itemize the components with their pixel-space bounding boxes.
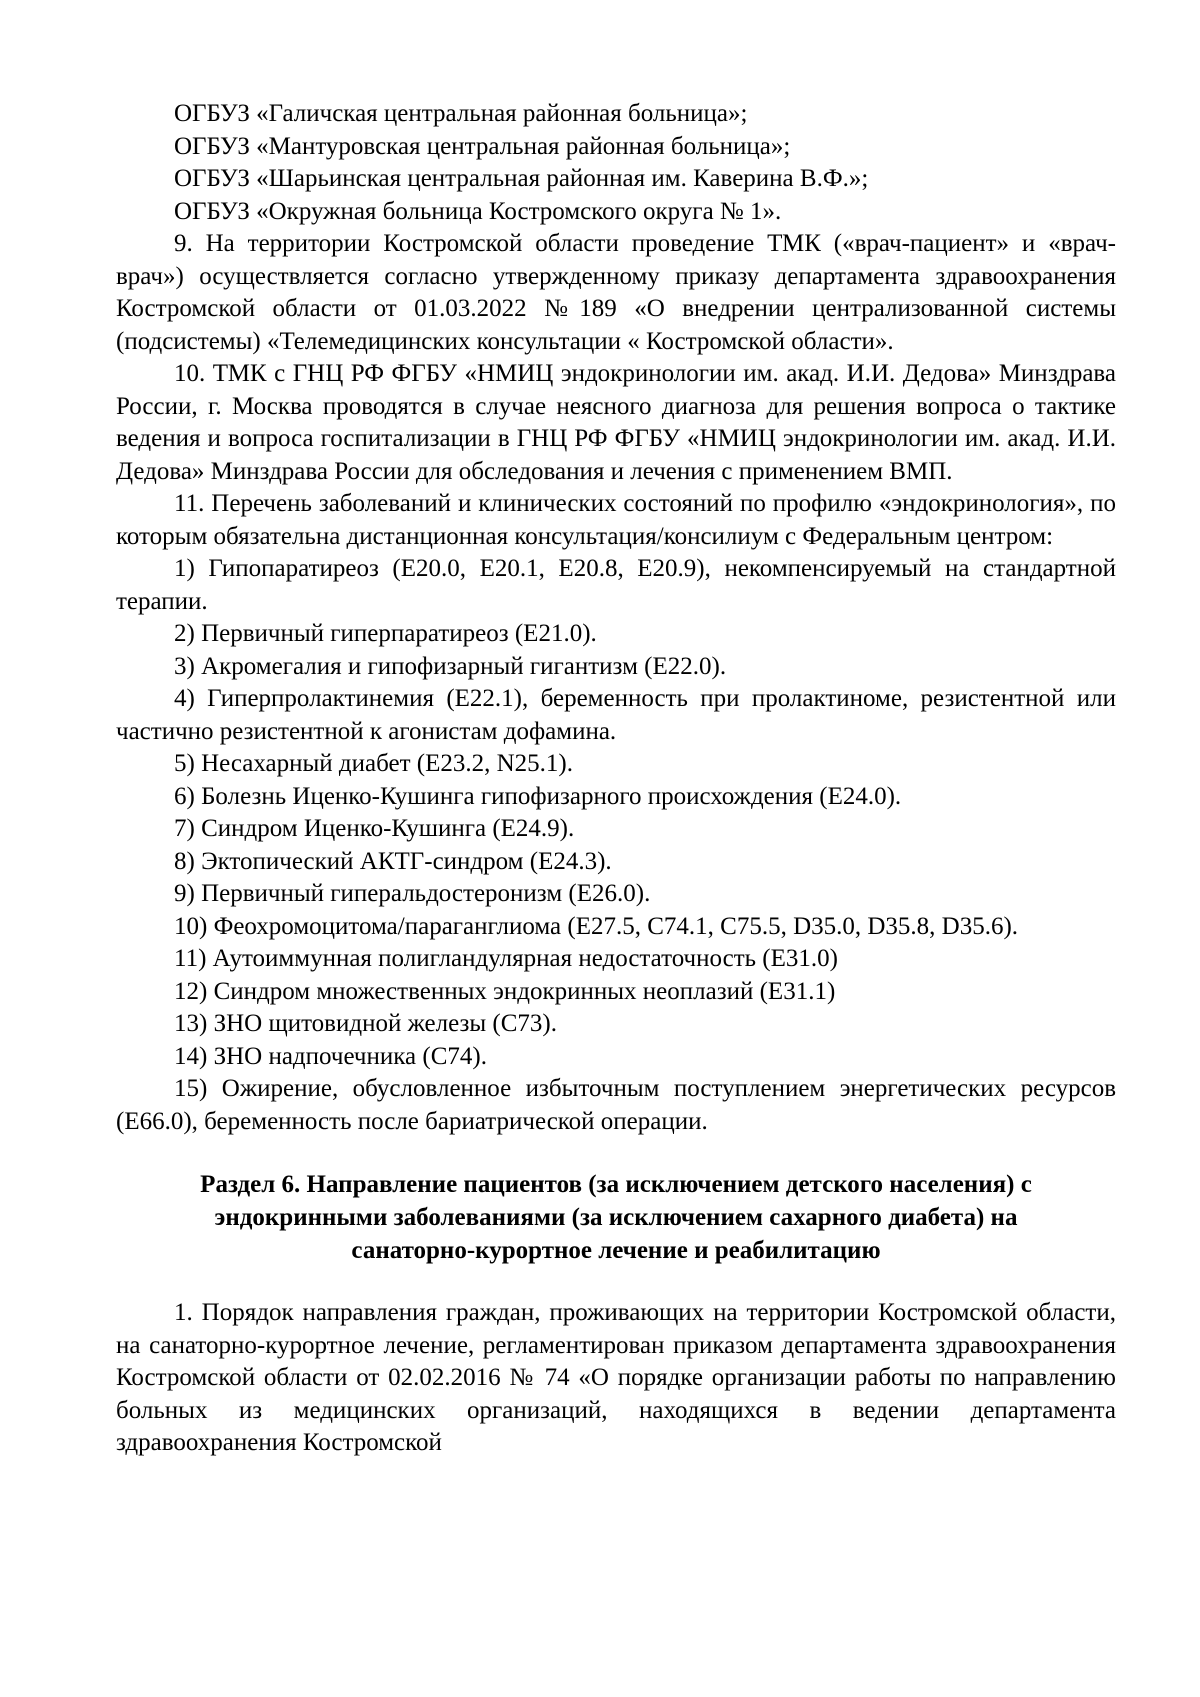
disease-list-item: 14) ЗНО надпочечника (C74). — [174, 1042, 487, 1070]
section-title-line: эндокринными заболеваниями (за исключением сахарного диабета) на — [214, 1204, 1018, 1231]
hospital-list-item: ОГБУЗ «Окружная больница Костромского округа № 1». — [174, 197, 782, 225]
disease-list-item: 4) Гиперпролактинемия (E22.1), беременность при пролактиноме, резистентной или частично резистентной к агонистам дофамина. — [116, 685, 1116, 745]
disease-list-item: 5) Несахарный диабет (E23.2, N25.1). — [174, 750, 573, 777]
hospital-list-item: ОГБУЗ «Галичская центральная районная больница»; — [174, 100, 748, 127]
hospital-list-item: ОГБУЗ «Шарьинская центральная районная им. Каверина В.Ф.»; — [174, 165, 869, 192]
disease-list-item: 8) Эктопический АКТГ-синдром (E24.3). — [174, 847, 612, 875]
paragraph-9: 9. На территории Костромской области проведение ТМК («врач-пациент» и «врач-врач») осуществляется согласно утвержденному приказу департамента здравоохранения Костромской области от 01.03.2022 №189 «О внедрении централизованной системы (подсистемы) «Телемедицинских консультации « Костромской области». — [116, 230, 1116, 355]
disease-list-item: 3) Акромегалия и гипофизарный гигантизм (E22.0). — [174, 652, 727, 680]
paragraph-11: 11. Перечень заболеваний и клинических состояний по профилю «эндокринология», по которым обязательна дистанционная консультация/консилиум с Федеральным центром: — [116, 490, 1116, 550]
paragraph-10: 10. ТМК с ГНЦ РФ ФГБУ «НМИЦ эндокринологии им. акад. И.И. Дедова» Минздрава России, г. Москва проводятся в случае неясного диагноза для решения вопроса о тактике ведения и вопроса госпитализации в ГНЦ РФ ФГБУ «НМИЦ эндокринологии им. акад. И.И. Дедова» Минздрава России для обследования и лечения с применением ВМП. — [116, 360, 1116, 485]
document-body — [116, 98, 1116, 1460]
hospital-list-item: ОГБУЗ «Мантуровская центральная районная больница»; — [174, 132, 791, 160]
disease-list-item: 13) ЗНО щитовидной железы (C73). — [174, 1010, 558, 1037]
disease-list-item: 15) Ожирение, обусловленное избыточным поступлением энергетических ресурсов (E66.0), беременность после бариатрической операции. — [116, 1075, 1116, 1135]
section-6-title — [116, 1168, 1116, 1267]
section-6-paragraph-1: 1. Порядок направления граждан, проживающих на территории Костромской области, на санаторно-курортное лечение, регламентирован приказом департамента здравоохранения Костромской области от 02.02.2016 № 74 «О порядке организации работы по направлению больных из медицинских организаций, находящихся в ведении департамента здравоохранения Костромской — [116, 1299, 1116, 1456]
section-title-line: санаторно-курортное лечение и реабилитацию — [351, 1237, 881, 1264]
disease-list-item: 12) Синдром множественных эндокринных неоплазий (E31.1) — [174, 977, 836, 1005]
section-title-line: Раздел 6. Направление пациентов (за исключением детского населения) с — [200, 1171, 1032, 1198]
disease-list-item: 6) Болезнь Иценко-Кушинга гипофизарного происхождения (E24.0). — [174, 782, 902, 810]
disease-list-item: 1) Гипопаратиреоз (E20.0, E20.1, E20.8, E20.9), некомпенсируемый на стандартной терапии. — [116, 555, 1116, 615]
disease-list-item: 2) Первичный гиперпаратиреоз (E21.0). — [174, 620, 597, 647]
disease-list-item: 7) Синдром Иценко-Кушинга (E24.9). — [174, 815, 575, 842]
disease-list-item: 10) Феохромоцитома/параганглиома (E27.5, C74.1, C75.5, D35.0, D35.8, D35.6). — [174, 912, 1019, 940]
disease-list-item: 9) Первичный гиперальдостеронизм (E26.0). — [174, 880, 651, 907]
disease-list-item: 11) Аутоиммунная полигландулярная недостаточность (E31.0) — [174, 945, 838, 972]
spacer — [116, 1267, 1116, 1297]
